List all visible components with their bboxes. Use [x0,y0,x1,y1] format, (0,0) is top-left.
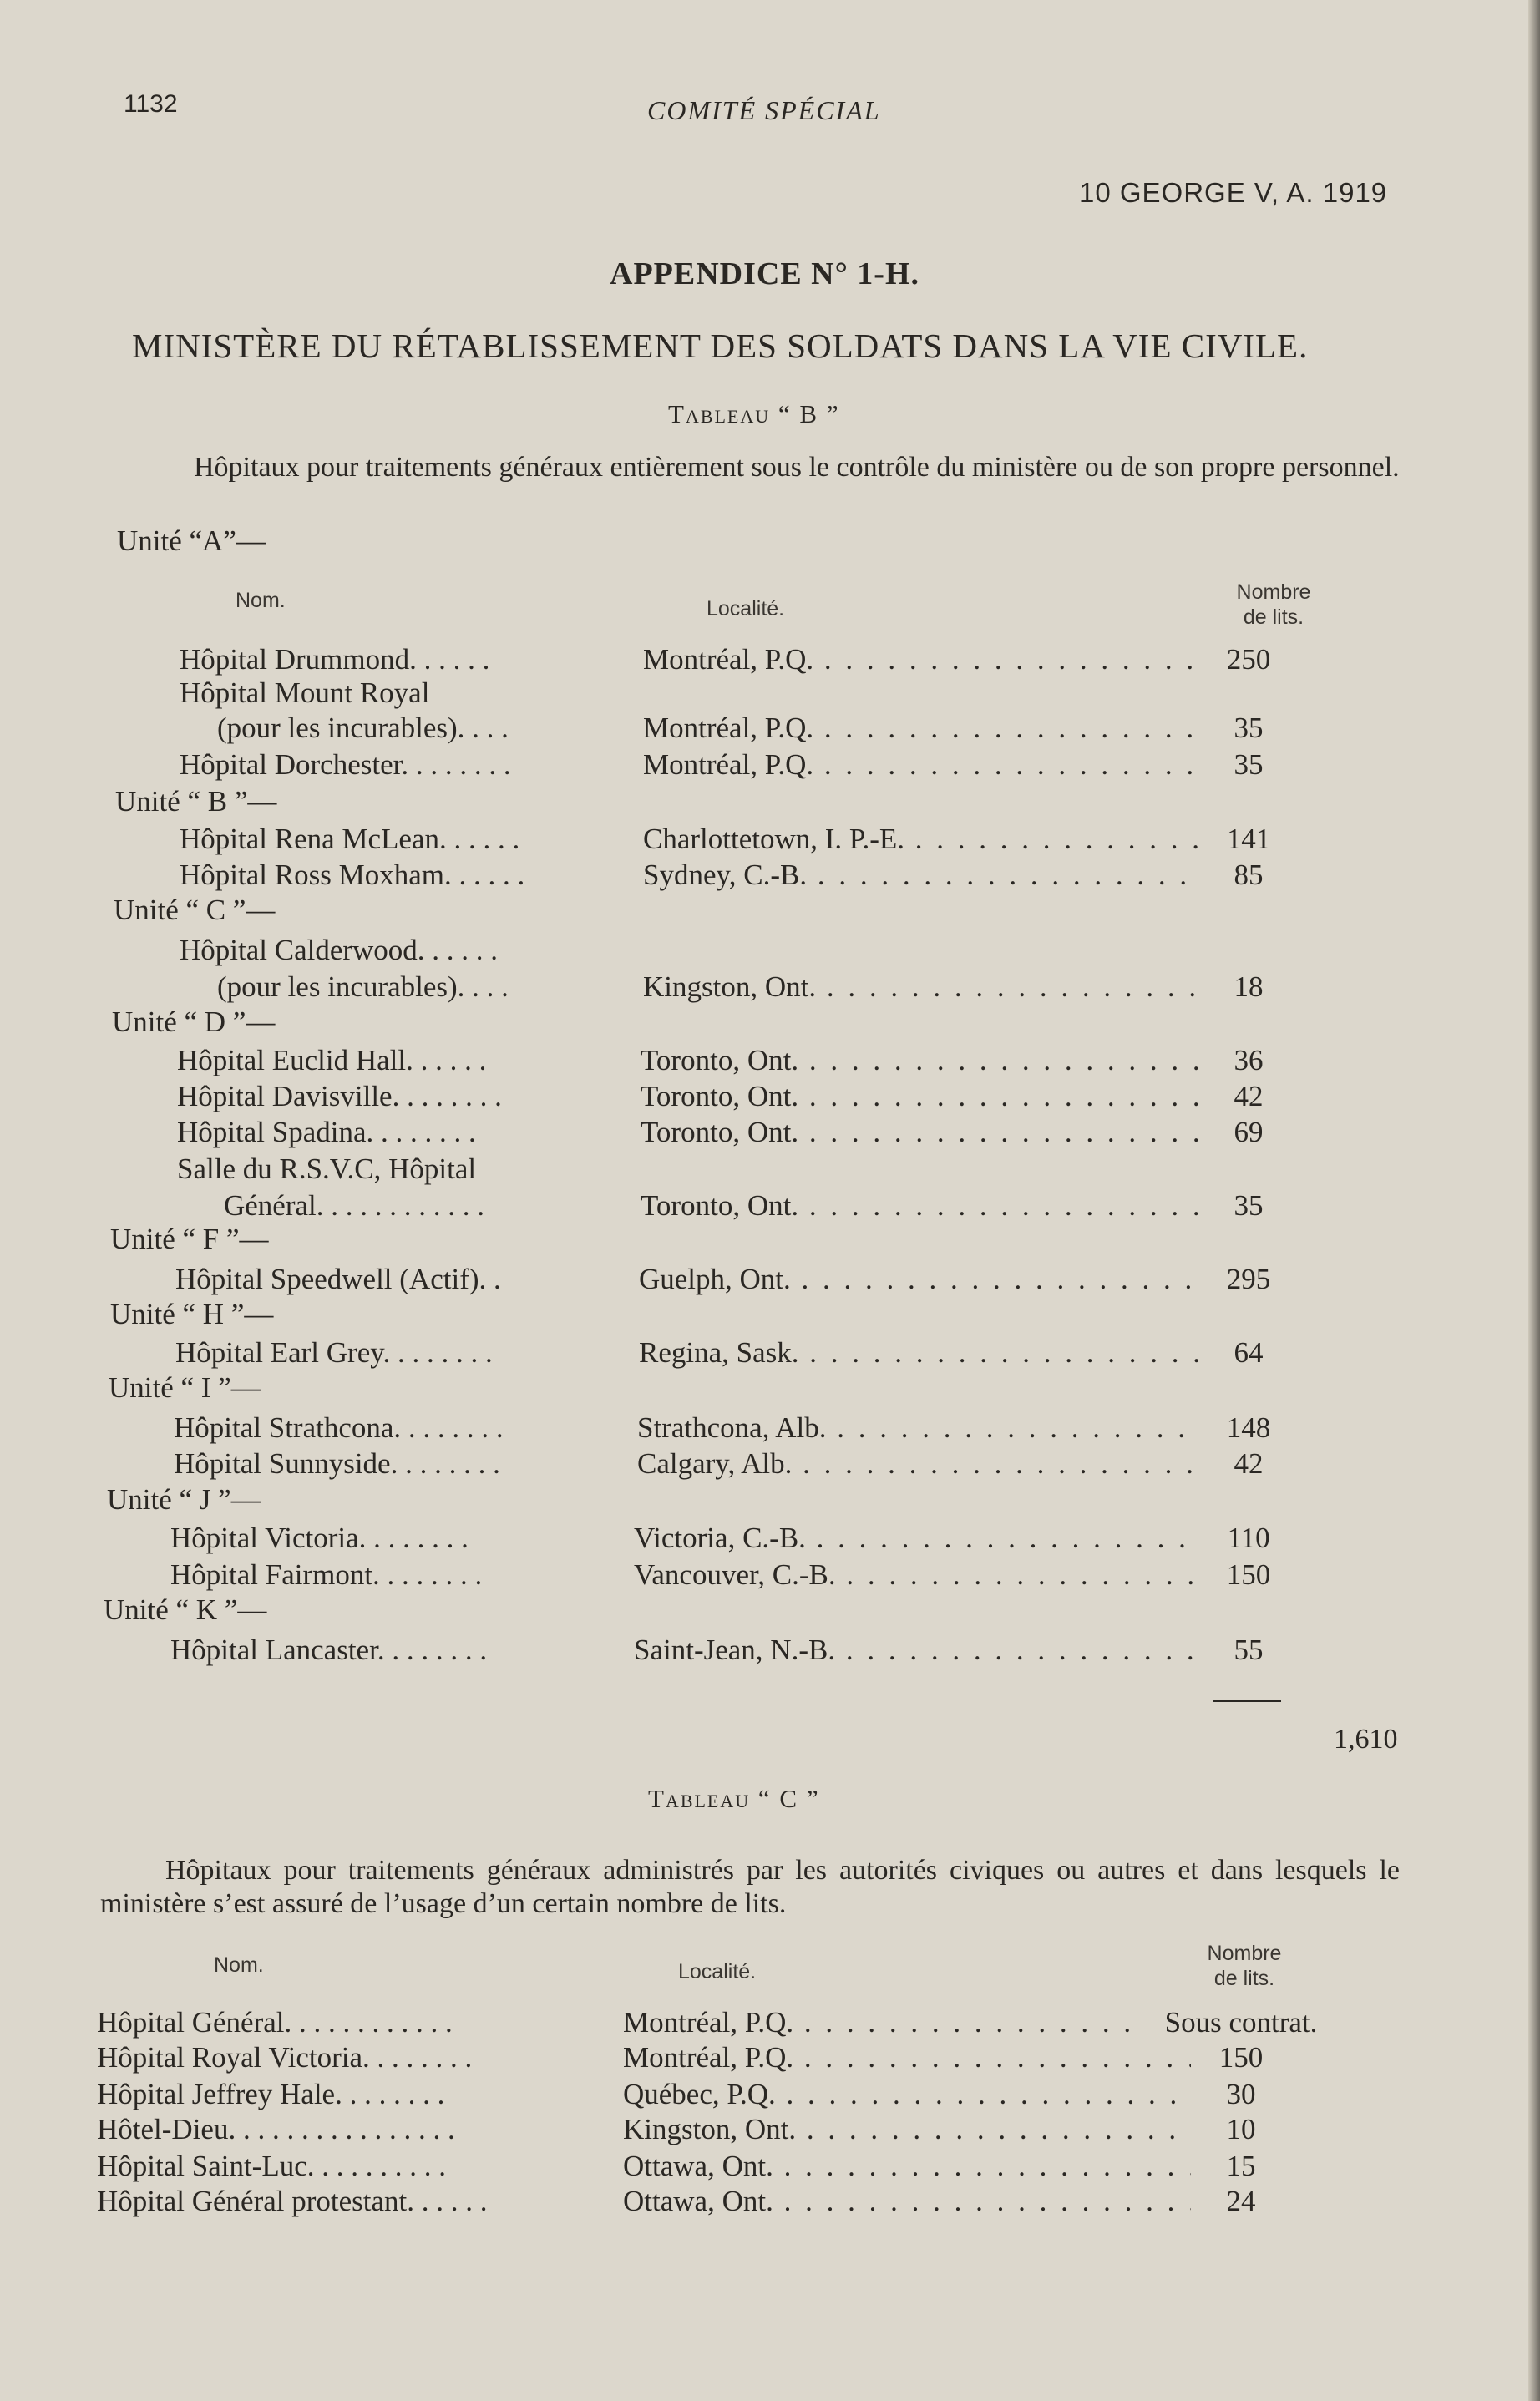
row-beds: 141 [1226,823,1271,855]
row-beds: 148 [1226,1411,1271,1444]
tableau-b-intro: Hôpitaux pour traitements généraux entièrement sous le contrôle du ministère ou de son propre personnel. [194,452,1400,483]
table-row [224,1189,1299,1226]
row-name: Hôpital Royal Victoria. . . . . . . . [97,2041,473,2074]
row-beds: 150 [1218,2041,1264,2074]
table-row [170,1634,1299,1670]
unit-k-label: Unité “ K ”— [104,1593,267,1626]
total-rule [1213,1700,1281,1702]
row-locality: Ottawa, Ont. . . . [623,2150,1191,2183]
row-name: (pour les incurables). . . . [217,712,509,744]
table-row [97,2041,1291,2078]
row-beds: 250 [1226,643,1271,676]
row-beds: 110 [1227,1522,1270,1554]
col-locality-header: Localité. [707,597,785,621]
unit-f-label: Unité “ F ”— [110,1223,269,1255]
page-number: 1132 [124,90,178,118]
row-beds: 69 [1234,1116,1264,1148]
row-locality: Sydney, C.-B. . . . [643,859,1198,892]
running-head: COMITÉ SPÉCIAL [647,95,881,125]
unit-b-label: Unité “ B ”— [115,785,277,818]
row-name: Hôpital Général. . . . . . . . . . . . [97,2006,453,2039]
row-locality: Toronto, Ont. . . . [641,1189,1198,1223]
row-locality: Montréal, P.Q. . . . [623,2006,1141,2039]
row-beds: 35 [1234,712,1264,744]
row-beds: 85 [1234,859,1264,891]
tableau-b-title [668,399,840,429]
col-beds-header-line2: de lits. [1243,605,1304,629]
row-name: Hôpital Rena McLean. . . . . . [180,823,520,855]
row-name: Hôpital Saint-Luc. . . . . . . . . . [97,2150,447,2182]
row-name: Hôpital Strathcona. . . . . . . . [174,1411,504,1444]
row-locality: Toronto, Ont. . . . [641,1080,1198,1113]
row-name: Hôpital Ross Moxham. . . . . . [180,859,525,891]
unit-j-label: Unité “ J ”— [107,1483,261,1516]
unit-d-label: Unité “ D ”— [112,1005,276,1038]
row-locality: Guelph, Ont. . . . [639,1263,1198,1296]
row-name: Hôpital Davisville. . . . . . . . [177,1080,502,1112]
row-name: Hôpital Sunnyside. . . . . . . . [174,1447,500,1480]
row-locality: Ottawa, Ont. . . . [623,2185,1191,2218]
row-locality: Montréal, P.Q. . . . [643,748,1198,782]
row-beds: 64 [1234,1336,1264,1369]
row-name: Hôpital Lancaster. . . . . . . . [170,1634,488,1666]
table-row [97,2150,1291,2186]
table-row [170,1522,1299,1558]
row-locality: Vancouver, C.-B. . . . [634,1558,1198,1592]
col-beds-header-line1: Nombre [1236,580,1311,604]
table-row [97,2113,1291,2150]
table-row [177,1044,1299,1081]
row-beds: 30 [1226,2078,1256,2110]
row-locality: Saint-Jean, N.-B. . . . [634,1634,1198,1667]
row-name: Hôpital Général protestant. . . . . . [97,2185,488,2217]
col-name-header: Nom. [214,1953,264,1977]
unit-c-label: Unité “ C ”— [114,894,276,926]
row-beds: 150 [1226,1558,1271,1591]
row-beds: 55 [1234,1634,1264,1666]
row-locality: Toronto, Ont. . . . [641,1044,1198,1077]
table-row [174,1411,1299,1448]
table-row [170,1558,1299,1595]
row-name: Hôpital Speedwell (Actif). . [175,1263,501,1295]
row-name: Hôtel-Dieu. . . . . . . . . . . . . . . . [97,2113,455,2145]
row-locality: Montréal, P.Q. . . . [643,643,1198,676]
tableau-c-letter: “ C ” [757,1784,820,1813]
tableau-c-title [648,1784,820,1814]
row-name: Hôpital Euclid Hall. . . . . . [177,1044,487,1076]
table-row [175,1336,1299,1373]
row-locality: Montréal, P.Q. . . . [643,712,1198,745]
row-name: Hôpital Mount Royal [180,676,430,709]
tableau-b-letter: “ B ” [778,399,840,428]
row-name: Hôpital Calderwood. . . . . . [180,934,499,966]
row-beds: 10 [1226,2113,1256,2145]
row-locality: Montréal, P.Q. . . . [623,2041,1191,2074]
unit-i-label: Unité “ I ”— [109,1371,261,1404]
row-beds: 42 [1234,1447,1264,1480]
ministry-title: MINISTÈRE DU RÉTABLISSEMENT DES SOLDATS DANS LA VIE CIVILE. [132,327,1309,365]
row-beds: 35 [1234,1189,1264,1222]
row-name: Hôpital Dorchester. . . . . . . . [180,748,511,781]
row-beds: 42 [1234,1080,1264,1112]
col-locality-header: Localité. [678,1960,757,1983]
row-locality: Québec, P.Q. . . . [623,2078,1191,2111]
row-beds: 295 [1226,1263,1271,1295]
row-beds: 15 [1226,2150,1256,2182]
table-row [97,2185,1291,2221]
page-edge-shadow [1528,0,1540,2401]
table-row [180,859,1299,895]
row-locality: Charlottetown, I. P.-E. . . . [643,823,1198,856]
row-name: Hôpital Earl Grey. . . . . . . . [175,1336,493,1369]
appendix-title: APPENDICE N° 1-H. [610,256,920,291]
row-name: Hôpital Jeffrey Hale. . . . . . . . [97,2078,445,2110]
row-beds: 24 [1226,2185,1256,2217]
row-beds: Sous contrat. [1164,2006,1318,2039]
row-beds: 35 [1234,748,1264,781]
table-row [217,970,1299,1007]
table-row [217,712,1299,748]
table-row [175,1263,1299,1299]
table-row [180,748,1299,785]
table-row [174,1447,1299,1484]
row-name: Hôpital Victoria. . . . . . . . [170,1522,469,1554]
tableau-c-word: Tableau [648,1784,751,1813]
tableau-c-intro: Hôpitaux pour traitements généraux administrés par les autorités civiques ou autres et dans lesquels le ministère s’est assuré de l’usage d’un certain nombre de lits. [100,1855,1400,1919]
row-locality: Calgary, Alb. . . . [637,1447,1198,1481]
unit-a-label: Unité “A”— [117,524,266,557]
col-beds-header-line1: Nombre [1207,1942,1282,1965]
table-row [180,643,1299,680]
row-name: Salle du R.S.V.C, Hôpital [177,1152,477,1185]
row-beds: 18 [1234,970,1264,1003]
col-beds-header-line2: de lits. [1213,1967,1275,1990]
table-row [97,2078,1291,2115]
row-locality: Kingston, Ont. . . . [643,970,1198,1004]
row-name: Hôpital Fairmont. . . . . . . . [170,1558,483,1591]
table-row [180,823,1299,859]
row-locality: Kingston, Ont. . . . [623,2113,1191,2146]
row-name: Général. . . . . . . . . . . . [224,1189,485,1222]
row-locality: Regina, Sask. . . . [639,1336,1198,1370]
col-beds-header [1211,580,1336,630]
tableau-b-word: Tableau [668,399,771,428]
unit-h-label: Unité “ H ”— [110,1298,274,1330]
table-row [177,1080,1299,1117]
col-beds-header [1178,1941,1311,1991]
total-beds: 1,610 [1334,1724,1398,1755]
row-name: Hôpital Drummond. . . . . . [180,643,490,676]
row-locality: Toronto, Ont. . . . [641,1116,1198,1149]
table-row [177,1116,1299,1152]
row-beds: 36 [1234,1044,1264,1076]
session-line: 10 GEORGE V, A. 1919 [1079,177,1388,208]
row-locality: Strathcona, Alb. . . . [637,1411,1198,1445]
table-row [97,2006,1341,2043]
row-locality: Victoria, C.-B. . . . [634,1522,1198,1555]
row-name: Hôpital Spadina. . . . . . . . [177,1116,476,1148]
row-name: (pour les incurables). . . . [217,970,509,1003]
col-name-header: Nom. [236,589,286,612]
